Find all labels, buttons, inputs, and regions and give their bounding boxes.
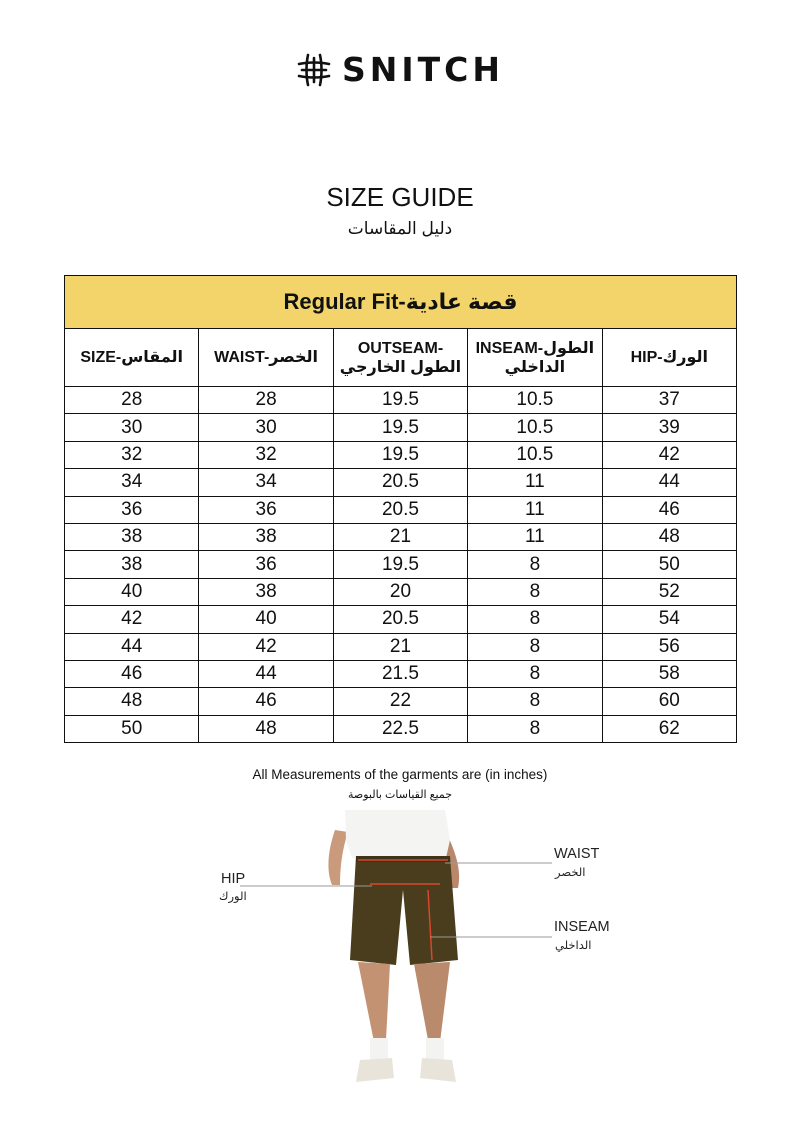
left-leg	[358, 962, 390, 1042]
table-cell: 36	[65, 496, 199, 523]
table-cell: 11	[468, 523, 602, 550]
table-cell: 10.5	[468, 387, 602, 414]
table-cell: 10.5	[468, 441, 602, 468]
measurement-note-arabic: جميع القياسات بالبوصة	[347, 789, 453, 801]
right-shoe	[420, 1058, 456, 1082]
table-cell: 32	[199, 441, 333, 468]
table-cell: 54	[602, 606, 736, 633]
waist-label-arabic: الخصر	[555, 867, 586, 879]
column-header: HIP-الورك	[602, 329, 736, 387]
table-row	[65, 688, 737, 715]
tshirt	[345, 810, 450, 858]
table-cell: 46	[199, 688, 333, 715]
table-row	[65, 496, 737, 523]
table-cell: 19.5	[333, 414, 467, 441]
column-header: SIZE-المقاس	[65, 329, 199, 387]
brand-logo	[0, 50, 800, 89]
table-cell: 19.5	[333, 387, 467, 414]
table-cell: 20	[333, 578, 467, 605]
table-cell: 38	[199, 578, 333, 605]
table-cell: 11	[468, 469, 602, 496]
table-row	[65, 715, 737, 742]
table-cell: 46	[65, 660, 199, 687]
table-cell: 50	[65, 715, 199, 742]
table-cell: 36	[199, 496, 333, 523]
fit-header: Regular Fit-قصة عادية	[65, 276, 737, 329]
table-row	[65, 633, 737, 660]
table-cell: 48	[199, 715, 333, 742]
table-cell: 38	[65, 551, 199, 578]
table-cell: 8	[468, 660, 602, 687]
table-cell: 8	[468, 688, 602, 715]
table-cell: 46	[602, 496, 736, 523]
page-subtitle: دليل المقاسات	[347, 219, 453, 238]
right-leg	[414, 962, 450, 1042]
inseam-label: INSEAM	[554, 919, 610, 935]
table-cell: 22	[333, 688, 467, 715]
table-cell: 56	[602, 633, 736, 660]
table-row	[65, 523, 737, 550]
page-title: SIZE GUIDE	[326, 182, 474, 212]
table-cell: 38	[199, 523, 333, 550]
table-cell: 20.5	[333, 496, 467, 523]
table-cell: 40	[199, 606, 333, 633]
column-header: INSEAM-الطول الداخلي	[468, 329, 602, 387]
table-cell: 20.5	[333, 469, 467, 496]
table-cell: 62	[602, 715, 736, 742]
table-cell: 34	[199, 469, 333, 496]
hip-label: HIP	[221, 871, 246, 887]
table-row	[65, 606, 737, 633]
shorts	[350, 856, 458, 965]
table-row	[65, 469, 737, 496]
hip-label-arabic: الورك	[219, 891, 247, 903]
table-cell: 28	[199, 387, 333, 414]
table-cell: 44	[602, 469, 736, 496]
size-table	[64, 275, 737, 743]
waist-label: WAIST	[554, 846, 600, 862]
table-cell: 39	[602, 414, 736, 441]
table-cell: 50	[602, 551, 736, 578]
table-cell: 19.5	[333, 551, 467, 578]
measurement-note: All Measurements of the garments are (in inches)	[252, 767, 548, 782]
left-arm	[328, 830, 348, 885]
table-cell: 10.5	[468, 414, 602, 441]
table-cell: 34	[65, 469, 199, 496]
table-row	[65, 660, 737, 687]
table-row	[65, 578, 737, 605]
table-row	[65, 414, 737, 441]
table-cell: 19.5	[333, 441, 467, 468]
table-cell: 21	[333, 633, 467, 660]
inseam-label-arabic: الداخلي	[555, 940, 592, 952]
table-cell: 8	[468, 578, 602, 605]
table-cell: 42	[602, 441, 736, 468]
table-cell: 40	[65, 578, 199, 605]
table-cell: 42	[65, 606, 199, 633]
table-cell: 52	[602, 578, 736, 605]
table-cell: 8	[468, 715, 602, 742]
table-cell: 21.5	[333, 660, 467, 687]
table-cell: 58	[602, 660, 736, 687]
table-cell: 8	[468, 606, 602, 633]
table-cell: 48	[65, 688, 199, 715]
table-cell: 30	[65, 414, 199, 441]
hash-knot-icon	[296, 52, 332, 88]
table-cell: 42	[199, 633, 333, 660]
left-shoe	[356, 1058, 394, 1082]
column-header: OUTSEAM- الطول الخارجي	[333, 329, 467, 387]
table-cell: 11	[468, 496, 602, 523]
table-cell: 37	[602, 387, 736, 414]
table-cell: 32	[65, 441, 199, 468]
table-cell: 38	[65, 523, 199, 550]
brand-name: SNITCH	[341, 50, 504, 89]
table-row	[65, 551, 737, 578]
table-cell: 48	[602, 523, 736, 550]
table-cell: 22.5	[333, 715, 467, 742]
table-cell: 20.5	[333, 606, 467, 633]
table-cell: 21	[333, 523, 467, 550]
table-cell: 28	[65, 387, 199, 414]
table-cell: 60	[602, 688, 736, 715]
column-header: WAIST-الخصر	[199, 329, 333, 387]
table-cell: 44	[199, 660, 333, 687]
table-cell: 36	[199, 551, 333, 578]
table-cell: 30	[199, 414, 333, 441]
table-cell: 8	[468, 633, 602, 660]
table-cell: 44	[65, 633, 199, 660]
table-cell: 8	[468, 551, 602, 578]
table-row	[65, 441, 737, 468]
table-row	[65, 387, 737, 414]
